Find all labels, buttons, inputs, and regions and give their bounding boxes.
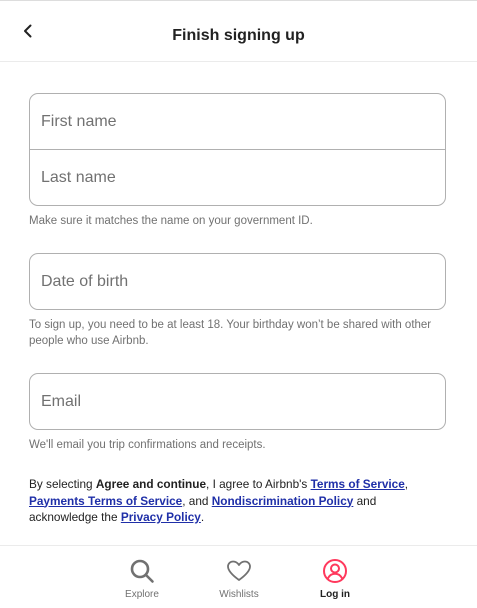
legal-sep-2: , and [182, 493, 212, 508]
legal-sep-1: , [404, 477, 409, 491]
nav-explore[interactable] [107, 558, 177, 600]
first-name-input[interactable] [41, 113, 445, 131]
name-field-group [29, 93, 446, 206]
email-field[interactable] [30, 374, 445, 429]
nav-wishlists[interactable] [204, 558, 274, 600]
heart-icon [226, 558, 252, 584]
payments-terms-link[interactable]: Payments Terms of Service [29, 493, 183, 508]
email-field-group [29, 373, 446, 430]
dob-field[interactable] [30, 254, 445, 309]
legal-prefix: By selecting [29, 477, 96, 491]
email-helper-text: We'll email you trip confirmations and receipts. [29, 439, 266, 451]
search-icon [129, 558, 155, 584]
nav-login[interactable] [300, 558, 370, 600]
bottom-nav [0, 545, 477, 608]
legal-sep-3: and acknowledge the [29, 493, 377, 524]
nondiscrimination-policy-link[interactable]: Nondiscrimination Policy [211, 493, 354, 508]
legal-suffix: . [200, 510, 205, 524]
nav-login-label: Log in [320, 589, 350, 600]
legal-middle: , I agree to Airbnb's [206, 477, 311, 491]
nav-explore-label: Explore [125, 589, 159, 600]
nav-wishlists-label: Wishlists [219, 589, 259, 600]
legal-agree-bold: Agree and continue [95, 477, 207, 491]
email-input[interactable] [41, 393, 445, 411]
user-circle-icon [322, 558, 348, 584]
legal-text [29, 476, 439, 526]
name-helper-text: Make sure it matches the name on your government ID. [29, 215, 313, 227]
first-name-field[interactable] [30, 94, 445, 149]
last-name-input[interactable] [41, 169, 445, 187]
dob-helper-text: To sign up, you need to be at least 18. Your birthday won’t be shared with other people who use Airbnb. [29, 319, 432, 347]
terms-of-service-link[interactable]: Terms of Service [310, 477, 405, 491]
header [0, 1, 477, 62]
last-name-field[interactable] [30, 149, 445, 205]
dob-field-group [29, 253, 446, 310]
privacy-policy-link[interactable]: Privacy Policy [120, 510, 201, 524]
dob-input[interactable] [41, 273, 445, 291]
page-title: Finish signing up [172, 27, 305, 44]
